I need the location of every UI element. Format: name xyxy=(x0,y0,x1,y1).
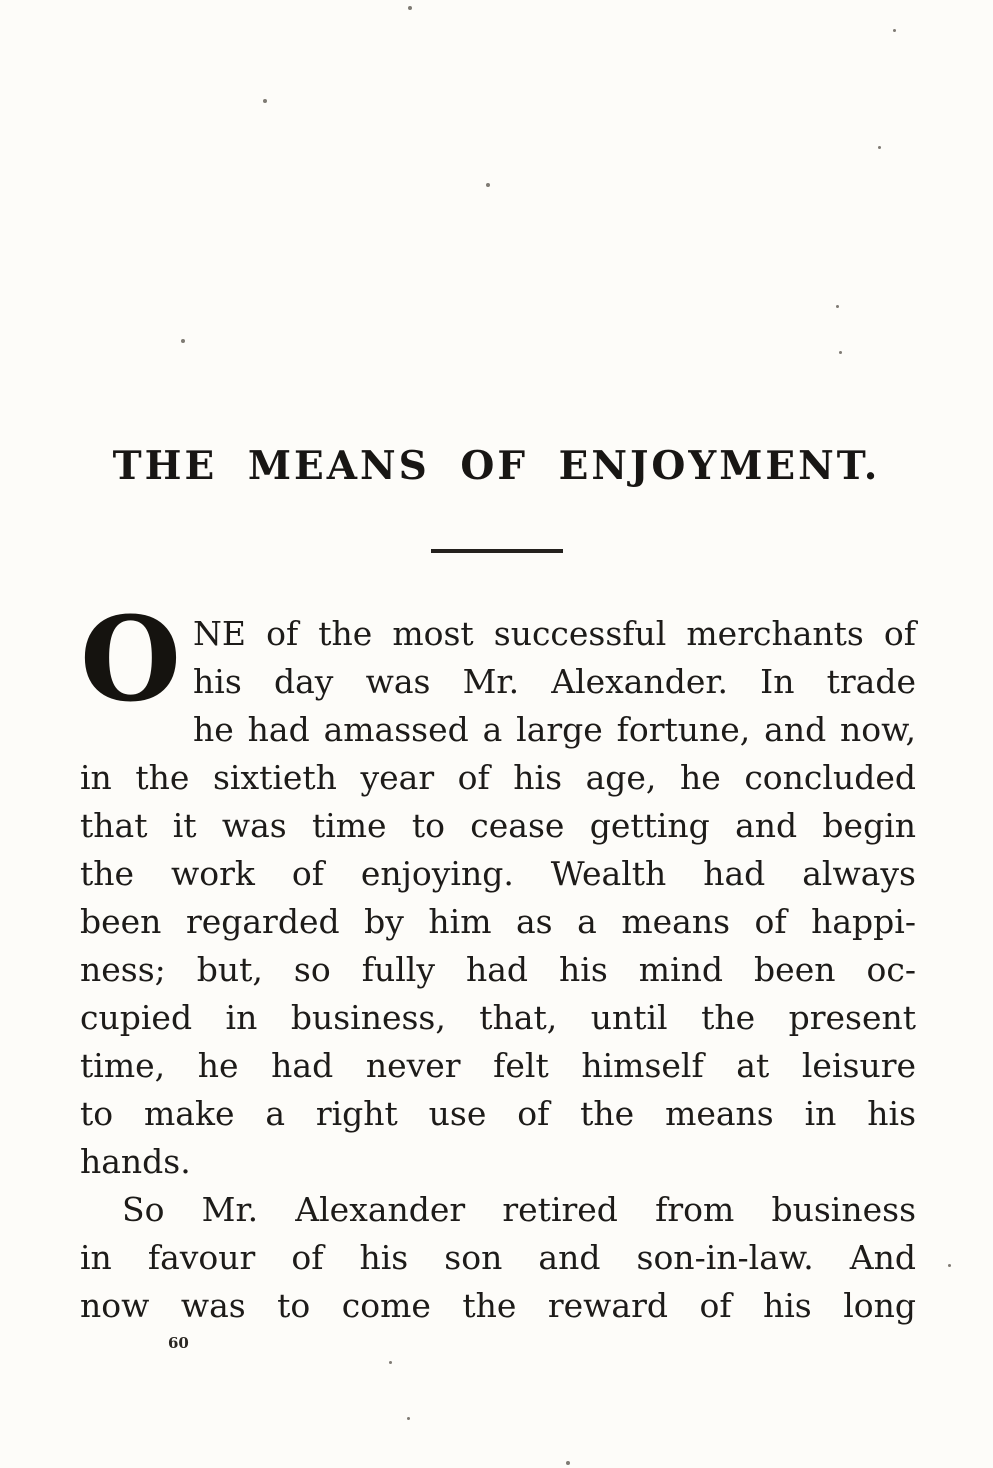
body-text xyxy=(80,592,916,1330)
text-line: NE of the most successful merchants of xyxy=(193,614,916,653)
scan-speck xyxy=(836,305,839,308)
text-line: to make a right use of the means in his xyxy=(80,1094,916,1133)
scan-speck xyxy=(263,99,267,103)
page-title: THE MEANS OF ENJOYMENT. xyxy=(112,443,881,489)
text-line: he had amassed a large fortune, and now, xyxy=(193,710,916,749)
scan-speck xyxy=(878,146,881,149)
text-line: now was to come the reward of his long xyxy=(80,1286,916,1325)
scan-speck xyxy=(566,1461,570,1465)
scan-speck xyxy=(839,351,842,354)
text-line: his day was Mr. Alexander. In trade xyxy=(193,662,916,701)
divider-rule xyxy=(431,549,563,553)
text-line: in the sixtieth year of his age, he concluded xyxy=(80,758,916,797)
scan-speck xyxy=(893,29,896,32)
text-line: ness; but, so fully had his mind been oc- xyxy=(80,950,916,989)
scan-speck xyxy=(408,6,412,10)
text-line: time, he had never felt himself at leisure xyxy=(80,1046,916,1085)
scan-speck xyxy=(948,1264,951,1267)
scan-speck xyxy=(389,1361,392,1364)
scan-speck xyxy=(486,183,490,187)
text-line: in favour of his son and son-in-law. And xyxy=(80,1238,916,1277)
scan-speck xyxy=(407,1417,410,1420)
text-line: that it was time to cease getting and begin xyxy=(80,806,916,845)
text-line: cupied in business, that, until the present xyxy=(80,998,916,1037)
text-line: So Mr. Alexander retired from business xyxy=(122,1190,916,1229)
drop-cap: O xyxy=(80,592,182,728)
text-line: been regarded by him as a means of happi- xyxy=(80,902,916,941)
paragraph xyxy=(80,592,916,1186)
signature-mark: 60 xyxy=(168,1334,189,1352)
scan-speck xyxy=(181,339,185,343)
text-line: the work of enjoying. Wealth had always xyxy=(80,854,916,893)
paragraph xyxy=(80,1186,916,1330)
text-line: hands. xyxy=(80,1142,191,1181)
